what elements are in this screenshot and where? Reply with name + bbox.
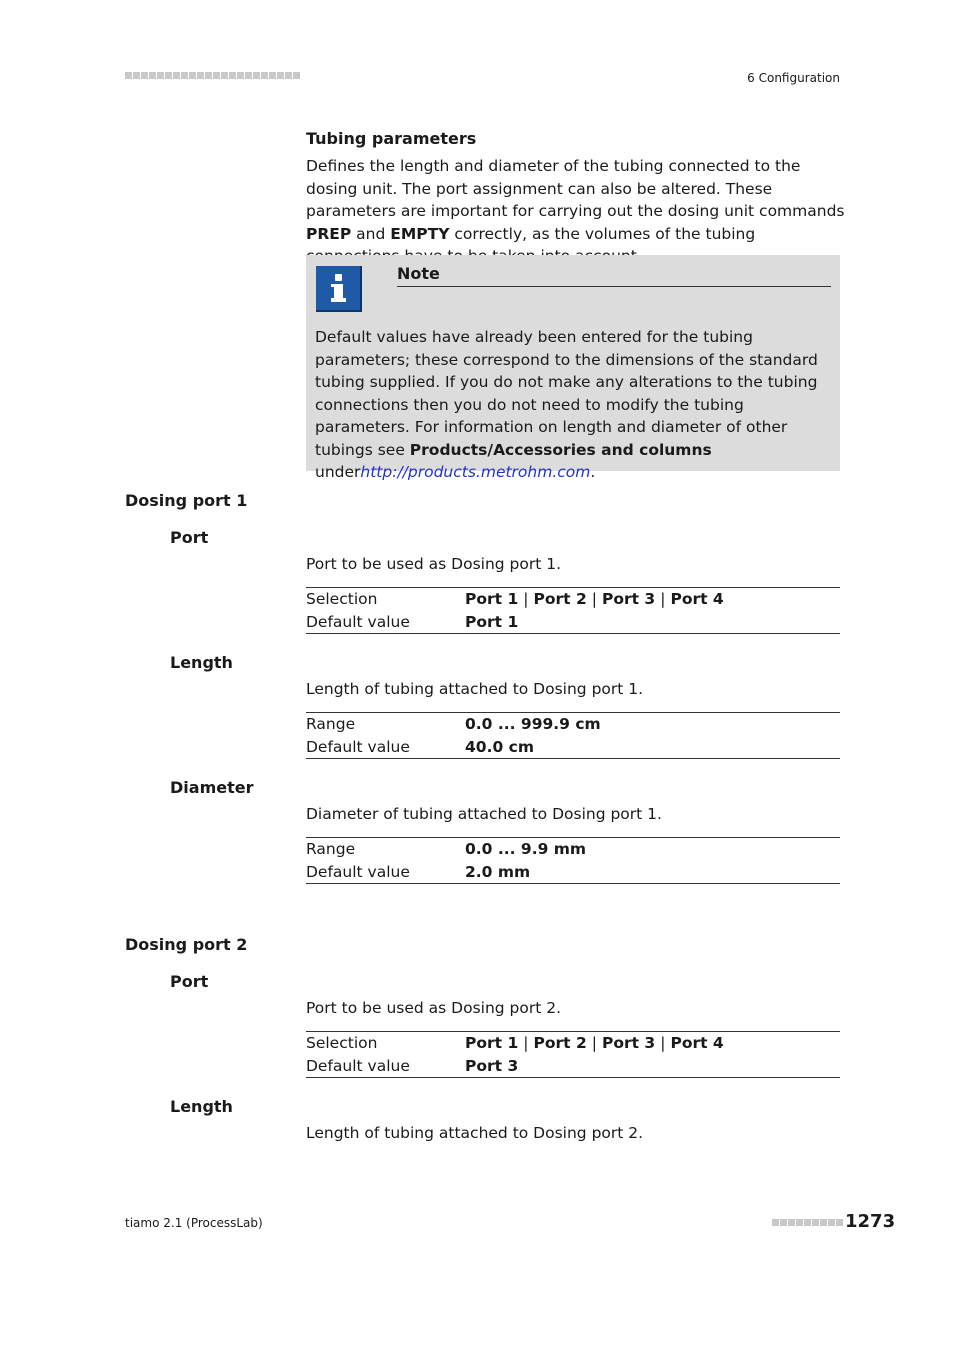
note-title: Note [397,264,440,283]
param-title-length-1: Length [170,653,233,672]
param-table-length-1 [306,712,840,759]
param-desc-length-2: Length of tubing attached to Dosing port 2. [306,1124,644,1142]
page-number: 1273 [845,1211,896,1232]
tubing-intro: Defines the length and diameter of the tubing connected to the dosing unit. The port assignment can also be altered. These parameters are important for carrying out the dosing unit commands PREP and EMPTY correctly, as the volumes of the tubing [306,157,845,243]
section-title-dosing-port-2: Dosing port 2 [125,935,248,954]
param-title-diameter-1: Diameter [170,778,254,797]
param-desc-diameter-1: Diameter of tubing attached to Dosing port 1. [306,805,662,823]
products-link[interactable]: http://products.metrohm.com [360,463,591,481]
table-row: Selection Port 1 | Port 2 | Port 3 | Port 4 [306,1034,724,1053]
note-divider [397,286,831,287]
table-row: Default value 2.0 mm [306,862,531,881]
footer-decoration [772,1219,843,1226]
table-row: Selection Port 1 | Port 2 | Port 3 | Port 4 [306,590,724,609]
table-row: Default value 40.0 cm [306,737,534,756]
table-row: Default value Port 1 [306,612,519,631]
param-title-port-2: Port [170,972,209,991]
param-desc-port-1: Port to be used as Dosing port 1. [306,555,562,573]
section-title-dosing-port-1: Dosing port 1 [125,491,248,510]
param-table-port-1 [306,587,840,634]
command-empty: EMPTY [390,224,450,243]
note-text: Default values have already been entered for the tubing parameters; these correspond to the dimensions of the standard tubing supplied. If you do not make any alterations to the tubing connections then you do not need to modify the tubing parameters. For information on length and diameter of other tubings see Products/Accessories and columns underhttp://products.metrohm.com. [315,328,818,481]
param-desc-length-1: Length of tubing attached to Dosing port 1. [306,680,644,698]
param-table-port-2 [306,1031,840,1078]
param-desc-port-2: Port to be used as Dosing port 2. [306,999,562,1017]
command-prep: PREP [306,224,352,243]
section-title-tubing: Tubing parameters [306,129,477,148]
param-title-port-1: Port [170,528,209,547]
table-row: Range 0.0 ... 9.9 mm [306,840,587,859]
param-table-diameter-1 [306,837,840,884]
footer-product: tiamo 2.1 (ProcessLab) [125,1216,263,1230]
header-decoration [125,72,300,79]
param-title-length-2: Length [170,1097,233,1116]
table-row: Range 0.0 ... 999.9 cm [306,715,601,734]
info-icon [316,266,362,312]
header-chapter: 6 Configuration [747,71,840,85]
table-row: Default value Port 3 [306,1056,519,1075]
